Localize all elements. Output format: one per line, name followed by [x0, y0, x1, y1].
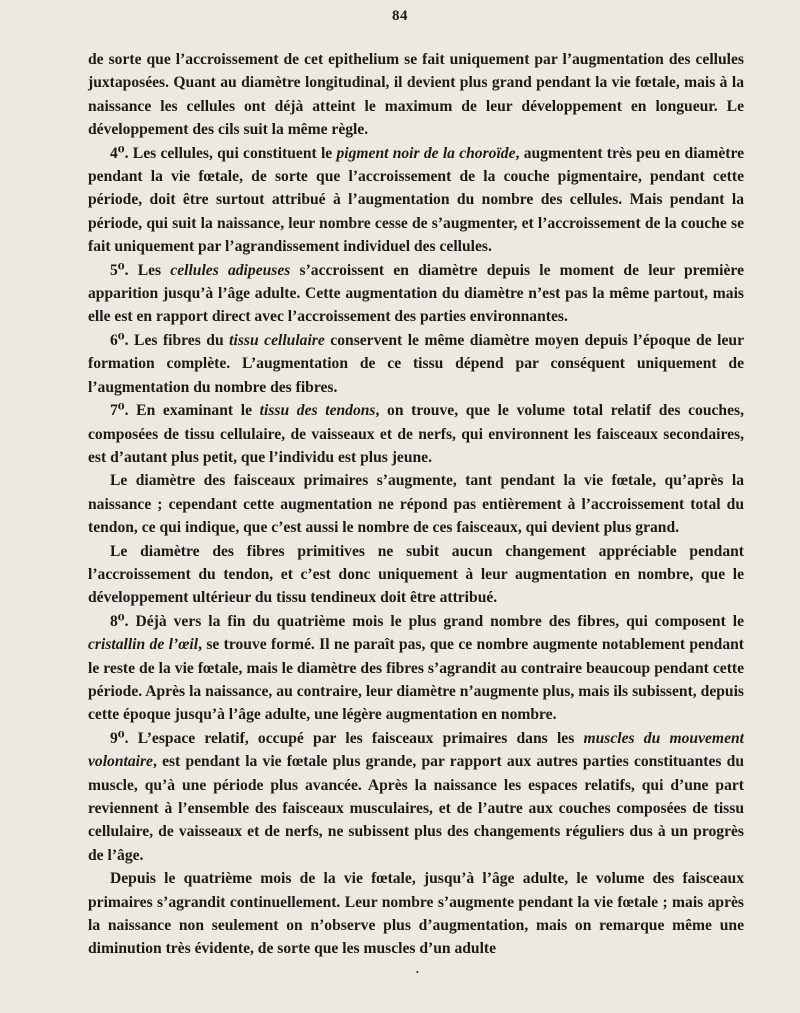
- ink-speck: •: [416, 968, 419, 977]
- paragraph: [88, 329, 744, 399]
- paragraph: [88, 469, 744, 539]
- text-run: , se trouve formé. Il ne paraît pas, que ce nombre augmente notablement pendant le reste de la vie fœtale, mais le diamètre des fibres s’agrandit au contraire beaucoup pendant cette période. Après la naissance, au contraire, leur diamètre n’augmente plus, mais ils subissent, depuis cette époque jusqu’à l’âge adulte, une légère augmentation en nombre.: [88, 636, 745, 724]
- italic-term: muscles du mouvement volontaire: [88, 729, 744, 771]
- text-run: de sorte que l’accroissement de cet epithelium se fait uniquement par l’augmentation des cellules juxtaposées. Quant au diamètre longitudinal, il devient plus grand pendant la vie fœtale, mais à la naissance les cellules ont déjà atteint le maximum de leur développement en longueur. Le développement des cils suit la même règle.: [88, 51, 744, 139]
- page-number: 84: [392, 8, 408, 24]
- paragraph: [88, 399, 744, 469]
- italic-term: cristallin de l’œil: [88, 636, 199, 654]
- text-run: , est pendant la vie fœtale plus grande, par rapport aux autres parties constituantes du muscle, qu’à une période plus avancée. Après la naissance les espaces relatifs, qui d’une part reviennent à l’ensemble des faisceaux musculaires, et de l’autre aux couches composées de tissu cellulaire, de vaisseaux et de nerfs, ne subissent plus des changements réguliers dus à un progrès de l’âge.: [88, 753, 744, 864]
- text-run: 6⁰. Les fibres du: [110, 331, 230, 349]
- text-run: 5⁰. Les: [110, 261, 171, 279]
- paragraph: [88, 727, 744, 867]
- italic-term: pigment noir de la choroïde: [336, 144, 516, 162]
- text-run: Le diamètre des faisceaux primaires s’augmente, tant pendant la vie fœtale, qu’après la naissance ; cependant cette augmentation ne répond pas entièrement à l’accroissement total du tendon, ce qui indique, que c’est aussi le nombre de ces faisceaux, qui devient plus grand.: [88, 472, 744, 537]
- italic-term: tissu des tendons: [259, 402, 376, 420]
- text-run: s’accroissent en diamètre depuis le moment de leur première apparition jusqu’à l’âge adulte. Cette augmentation du diamètre n’est pas la même partout, mais elle est en rapport direct avec l’accroissement des parties environnantes.: [88, 261, 744, 326]
- paragraph: [88, 48, 744, 142]
- paragraph: [88, 610, 744, 727]
- italic-term: tissu cellulaire: [229, 331, 325, 349]
- italic-term: cellules adipeuses: [170, 261, 291, 279]
- paragraph: [88, 259, 744, 329]
- text-run: 7⁰. En examinant le: [110, 402, 260, 420]
- paragraph: [88, 867, 744, 961]
- paragraph: [88, 540, 744, 610]
- text-run: , augmentent très peu en diamètre pendant la vie fœtale, de sorte que l’accroissement de la couche pigmentaire, pendant cette période, doit être surtout attribué à l’augmentation du nombre des cellules. Mais pendant la période, qui suit la naissance, leur nombre cesse de s’augmenter, et l’accroissement de la couche se fait uniquement par l’agrandissement individuel des cellules.: [88, 144, 744, 256]
- text-run: , on trouve, que le volume total relatif des couches, composées de tissu cellulaire, de vaisseaux et de nerfs, qui environnent les faisceaux secondaires, est d’autant plus petit, que l’individu est plus jeune.: [88, 402, 744, 466]
- paragraph: [88, 142, 744, 259]
- text-run: 8⁰. Déjà vers la fin du quatrième mois le plus grand nombre des fibres, qui composent le: [110, 612, 744, 630]
- text-run: 9⁰. L’espace relatif, occupé par les faisceaux primaires dans les: [110, 729, 584, 747]
- text-run: Depuis le quatrième mois de la vie fœtale, jusqu’à l’âge adulte, le volume des faisceaux primaires s’agrandit continuellement. Leur nombre s’augmente pendant la vie fœtale ; mais après la naissance non seulement on n’observe plus d’augmentation, mais on remarque même une diminution très évidente, de sorte que les muscles d’un adulte: [88, 870, 744, 958]
- text-run: Le diamètre des fibres primitives ne subit aucun changement appréciable pendant l’accroissement du tendon, et c’est donc uniquement à leur augmentation en nombre, que le développement ultérieur du tissu tendineux doit être attribué.: [88, 542, 744, 607]
- text-run: conservent le même diamètre moyen depuis l’époque de leur formation complète. L’augmentation de ce tissu dépend par conséquent uniquement de l’augmentation du nombre des fibres.: [88, 331, 744, 396]
- text-run: 4⁰. Les cellules, qui constituent le: [110, 144, 337, 162]
- body-text: [88, 48, 744, 961]
